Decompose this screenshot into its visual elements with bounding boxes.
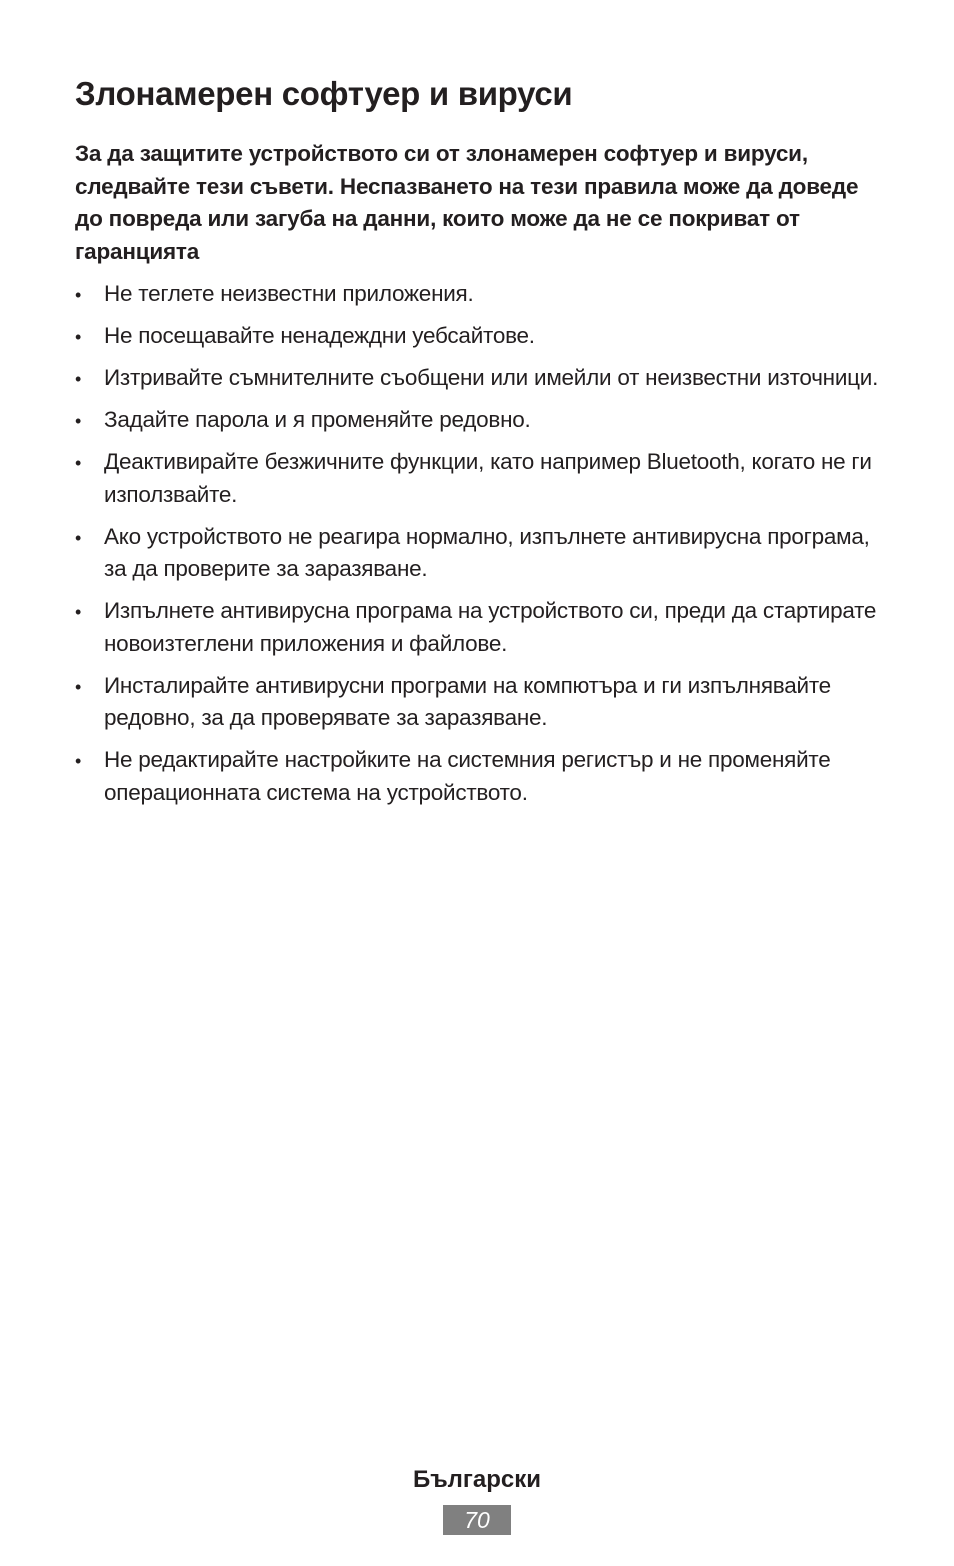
- tip-text: Изпълнете антивирусна програма на устройството си, преди да стартирате новоизтеглени приложения и файлове.: [104, 598, 877, 656]
- list-item: [75, 278, 885, 311]
- section-intro: За да защитите устройството си от злонамерен софтуер и вируси, следвайте тези съвети. Неспазването на тези правила може да доведе до повреда или загуба на данни, които може да не се покриват от гаранцията: [75, 141, 859, 264]
- tip-text: Изтривайте съмнителните съобщени или имейли от неизвестни източници.: [104, 365, 879, 390]
- list-item: [75, 670, 885, 735]
- bullet-icon: •: [75, 527, 82, 548]
- list-item: [75, 404, 885, 437]
- bullet-icon: •: [75, 751, 82, 771]
- list-item: [75, 362, 885, 395]
- tip-text: Не посещавайте ненадеждни уебсайтове.: [104, 323, 535, 348]
- list-item: [75, 320, 885, 353]
- tip-text: Инсталирайте антивирусни програми на компютъра и ги изпълнявайте редовно, за да проверявате за заразяване.: [104, 672, 831, 730]
- list-item: [75, 744, 885, 809]
- tip-text: Ако устройството не реагира нормално, изпълнете антивирусна програма, за да проверите за заразяване.: [104, 523, 870, 581]
- page-number: 70: [443, 1505, 511, 1535]
- bullet-icon: •: [75, 285, 82, 305]
- tip-text: Не теглете неизвестни приложения.: [104, 281, 474, 306]
- bullet-icon: •: [75, 411, 82, 431]
- list-item: [75, 521, 885, 586]
- list-item: [75, 595, 885, 660]
- bullet-icon: •: [75, 676, 82, 697]
- bullet-icon: •: [75, 602, 82, 622]
- footer-language: Български: [412, 1466, 542, 1493]
- bullet-icon: •: [75, 453, 82, 473]
- tip-text: Деактивирайте безжичните функции, като например Bluetooth, когато не ги използвайте.: [104, 449, 872, 507]
- tip-text: Не редактирайте настройките на системния регистър и не променяйте операционната система на устройството.: [104, 747, 831, 805]
- tips-list: [75, 278, 885, 819]
- list-item: [75, 446, 885, 511]
- bullet-icon: •: [75, 369, 82, 389]
- section-title: Злонамерен софтуер и вируси: [75, 75, 573, 112]
- tip-text: Задайте парола и я променяйте редовно.: [104, 407, 531, 432]
- bullet-icon: •: [75, 327, 82, 347]
